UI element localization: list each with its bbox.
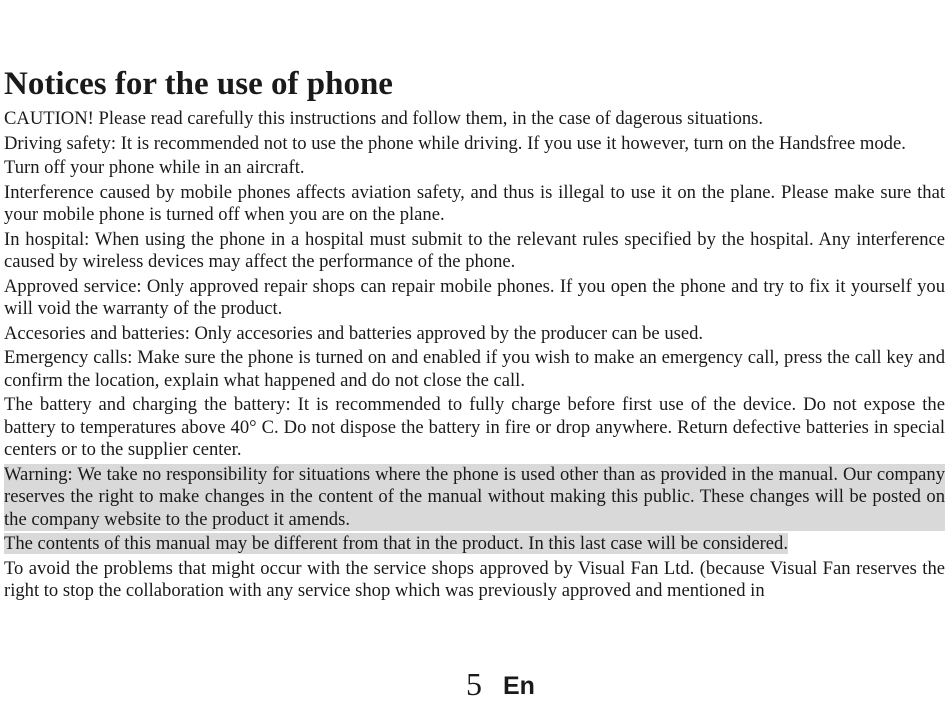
page-number: 5 xyxy=(466,666,482,702)
driving-safety-paragraph: Driving safety: It is recommended not to use the phone while driving. If you use it however, turn on the Handsfree mode. xyxy=(4,132,906,154)
page-title: Notices for the use of phone xyxy=(4,66,393,102)
service-note-paragraph: To avoid the problems that might occur with the service shops approved by Visual Fan Ltd. (because Visual Fan reserves the right to stop the collaboration with any service shop which was previously approved and mentioned in xyxy=(4,557,945,601)
aircraft-paragraph: Turn off your phone while in an aircraft. xyxy=(4,157,305,178)
manual-page xyxy=(4,64,945,605)
accessories-paragraph: Accesories and batteries: Only accesories and batteries approved by the producer can be used. xyxy=(4,322,704,344)
warning-paragraph: Warning: We take no responsibility for situations where the phone is used other than as provided in the manual. Our company reserves the right to make changes in the content of the manual without making this public. These changes will be posted on the company website to the product it amends. xyxy=(4,463,945,530)
approved-service-paragraph: Approved service: Only approved repair shops can repair mobile phones. If you open the phone and try to fix it yourself you will void the warranty of the product. xyxy=(4,275,945,319)
caution-paragraph: CAUTION! Please read carefully this instructions and follow them, in the case of dagerous situations. xyxy=(4,108,764,129)
emergency-calls-paragraph: Emergency calls: Make sure the phone is turned on and enabled if you wish to make an emergency call, press the call key and confirm the location, explain what happened and do not close the call. xyxy=(4,347,945,391)
contents-note-text: The contents of this manual may be different from that in the product. In this last case will be considered. xyxy=(4,533,788,554)
contents-note-paragraph xyxy=(4,533,945,556)
battery-paragraph: The battery and charging the battery: It is recommended to fully charge before first use of the device. Do not expose the battery to temperatures above 40° C. Do not dispose the battery in fire or drop anywhere. Return defective batteries in special centers or to the supplier center. xyxy=(4,394,945,460)
interference-paragraph: Interference caused by mobile phones affects aviation safety, and thus is illegal to use it on the plane. Please make sure that your mobile phone is turned off when you are on the plane. xyxy=(4,181,945,225)
page-footer xyxy=(0,666,950,702)
hospital-paragraph: In hospital: When using the phone in a hospital must submit to the relevant rules specified by the hospital. Any interference caused by wireless devices may affect the performance of the phone. xyxy=(4,228,945,272)
language-code: En xyxy=(503,672,535,700)
